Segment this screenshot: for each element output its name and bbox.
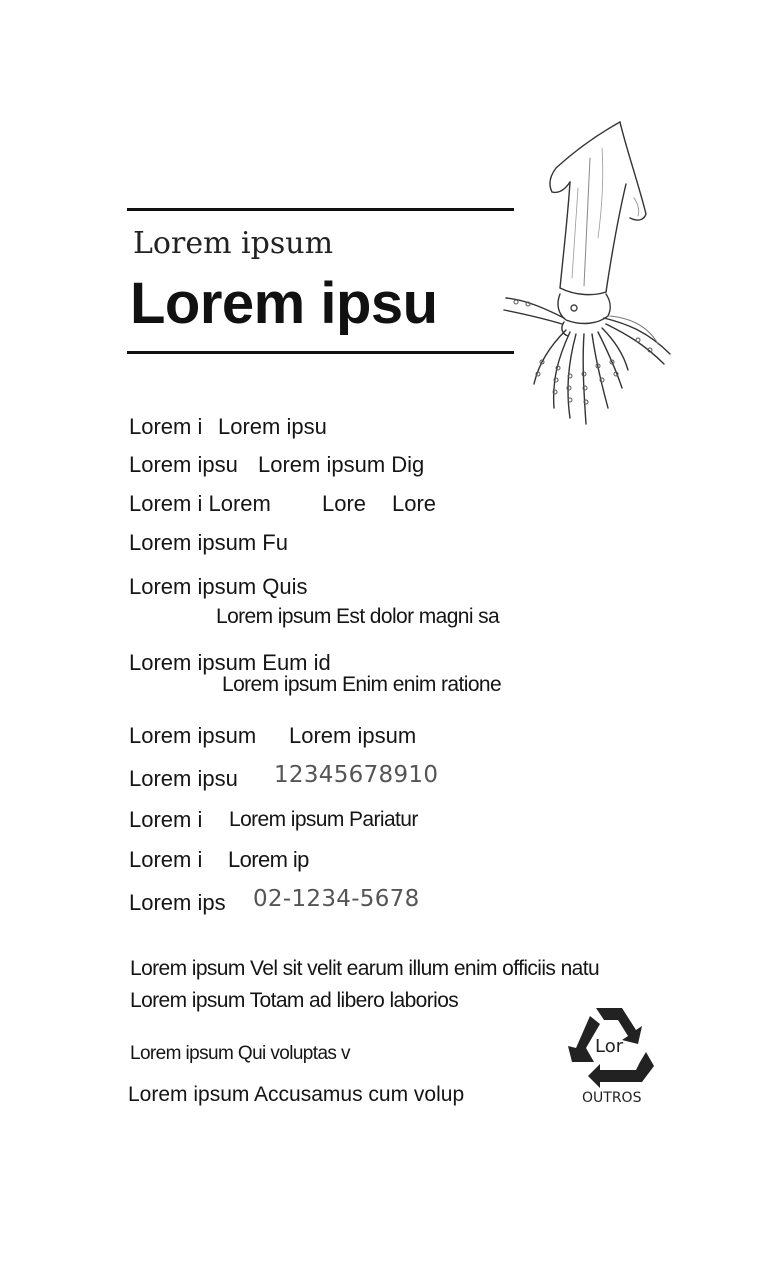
row-3-label: Lorem i Lorem: [129, 491, 271, 516]
row-1-label: Lorem i: [129, 414, 203, 439]
recycle-inner-text: Lor: [595, 1036, 624, 1057]
row-3-value-1: Lore: [322, 491, 367, 516]
row-9-value: Lorem ipsum Pariatur: [229, 808, 418, 831]
header-subtitle: Lorem ipsum: [133, 226, 334, 261]
recycle-label: OUTROS: [582, 1090, 642, 1106]
row-1-value: Lorem ipsu: [218, 414, 327, 439]
row-4-label: Lorem ipsum Fu: [129, 530, 288, 555]
row-11-label: Lorem ips: [129, 890, 226, 915]
row-7-label: Lorem ipsum: [129, 723, 257, 748]
row-8-label: Lorem ipsu: [129, 766, 238, 791]
row-5-value: Lorem ipsum Est dolor magni sa: [216, 605, 500, 628]
row-11-value: 02-1234-5678: [253, 886, 420, 912]
row-3-value-2: Lore: [392, 491, 437, 516]
row-5-label: Lorem ipsum Quis: [129, 574, 308, 599]
top-rule: [127, 208, 514, 211]
footer-line-2: Lorem ipsum Totam ad libero laborios: [130, 989, 459, 1012]
row-6-label: Lorem ipsum Eum id: [129, 650, 331, 675]
row-8-value: 12345678910: [274, 762, 439, 788]
footer-line-4: Lorem ipsum Accusamus cum volup: [128, 1083, 465, 1106]
row-2-value: Lorem ipsum Dig: [258, 452, 425, 477]
row-10-value: Lorem ip: [228, 847, 309, 872]
recycle-symbol: [566, 1000, 656, 1090]
row-10-label: Lorem i: [129, 847, 203, 872]
row-9-label: Lorem i: [129, 807, 203, 832]
row-6-value: Lorem ipsum Enim enim ratione: [222, 673, 502, 696]
footer-line-3: Lorem ipsum Qui voluptas v: [130, 1043, 350, 1064]
footer-line-1: Lorem ipsum Vel sit velit earum illum enim officiis natu: [130, 957, 600, 980]
header-title: Lorem ipsu: [130, 271, 438, 336]
squid-illustration: [498, 118, 678, 430]
row-2-label: Lorem ipsu: [129, 452, 238, 477]
bottom-rule: [127, 351, 514, 354]
row-7-value: Lorem ipsum: [289, 723, 417, 748]
